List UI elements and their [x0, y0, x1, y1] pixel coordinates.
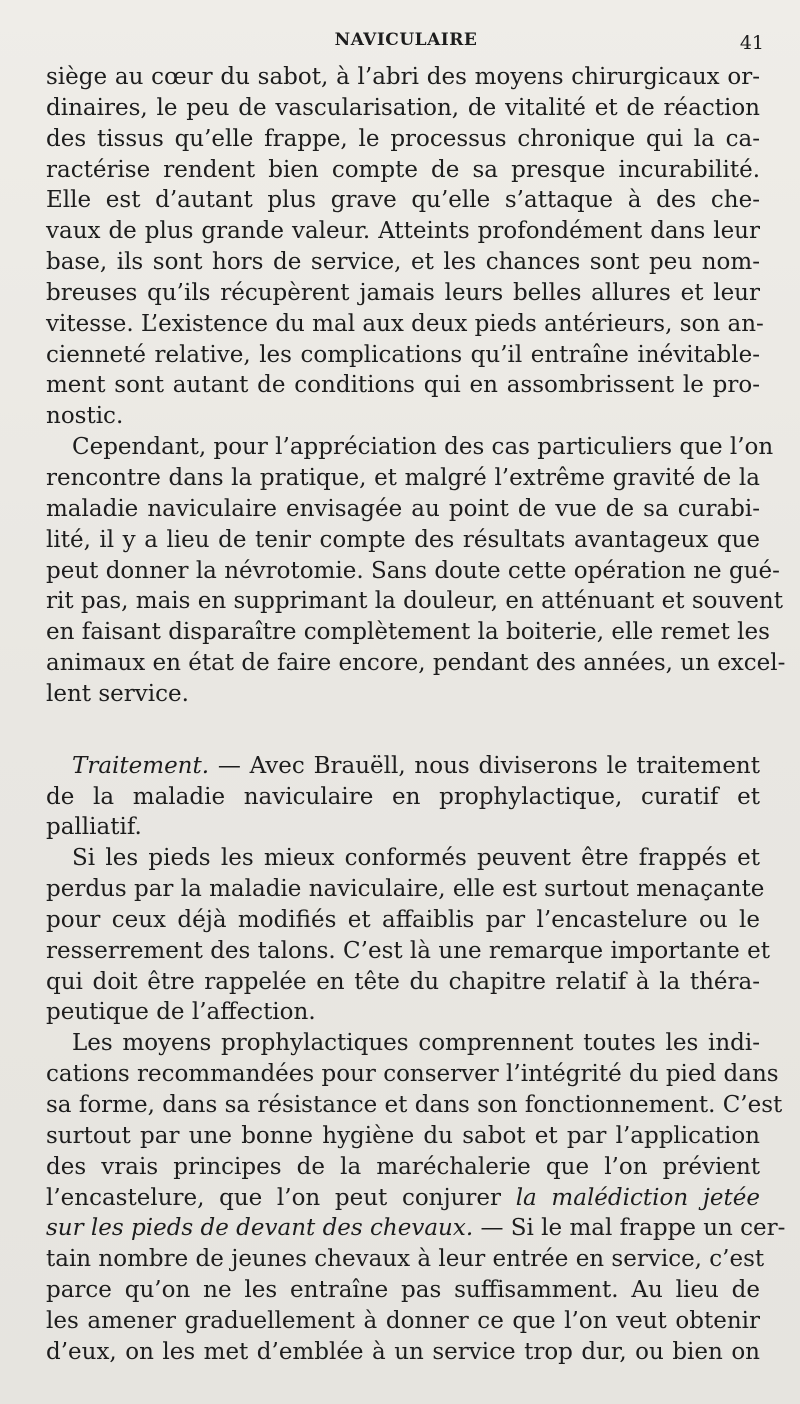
text-line: nostic. [46, 403, 124, 430]
text-line: Les moyens prophylactiques comprennent toutes les indi- [72, 1030, 760, 1057]
text-line: tain nombre de jeunes chevaux à leur entrée en service, c’est [46, 1246, 765, 1273]
text-line: qui doit être rappelée en tête du chapitre relatif à la théra- [46, 968, 760, 995]
text-line: dinaires, le peu de vascularisation, de vitalité et de réaction [46, 94, 760, 121]
text-line: peutique de l’affection. [46, 999, 316, 1026]
text-line: sa forme, dans sa résistance et dans son fonctionnement. C’est [46, 1092, 783, 1118]
text-line: pour ceux déjà modifiés et affaiblis par l’encastelure ou le [46, 906, 760, 933]
section-gap [46, 710, 760, 751]
text-line: surtout par une bonne hygiène du sabot et par l’application [46, 1122, 760, 1149]
text-line: vitesse. L’existence du mal aux deux pieds antérieurs, son an- [46, 310, 764, 337]
section-traitement [46, 751, 760, 844]
text-line: Elle est d’autant plus grave qu’elle s’attaque à des che- [46, 187, 760, 214]
text-line: des tissus qu’elle frappe, le processus chronique qui la ca- [46, 125, 760, 152]
text-line: breuses qu’ils récupèrent jamais leurs belles allures et leur [46, 279, 760, 306]
text-line [46, 1183, 760, 1214]
text-line: ractérise rendent bien compte de sa presque incurabilité. [46, 156, 760, 183]
paragraph [46, 1028, 786, 1367]
text-line: peut donner la névrotomie. Sans doute cette opération ne gué- [46, 557, 780, 584]
text-line: palliatif. [46, 814, 142, 841]
page-header [48, 30, 764, 60]
text-line: resserrement des talons. C’est là une remarque importante et [46, 937, 770, 964]
running-title: NAVICULAIRE [334, 30, 478, 50]
text-line: d’eux, on les met d’emblée à un service trop dur, ou bien on [46, 1338, 760, 1365]
text-line: cienneté relative, les complications qu’il entraîne inévitable- [46, 341, 760, 368]
text-line: rit pas, mais en supprimant la douleur, en atténuant et souvent [46, 588, 783, 615]
text-line: ment sont autant de conditions qui en assombrissent le pro- [46, 372, 760, 399]
paragraph [46, 843, 770, 1028]
text-fragment: — Si le mal frappe un cer- [473, 1215, 786, 1242]
text-line: des vrais principes de la maréchalerie que l’on prévient [46, 1153, 760, 1180]
section-heading: Traitement. [72, 752, 210, 779]
text-line: parce qu’on ne les entraîne pas suffisamment. Au lieu de [46, 1277, 760, 1304]
text-line: animaux en état de faire encore, pendant des années, un excel- [46, 650, 786, 677]
paragraph [46, 62, 764, 432]
paragraph [46, 432, 786, 710]
text-line: Cependant, pour l’appréciation des cas particuliers que l’on [72, 434, 774, 461]
text-line: Si les pieds les mieux conformés peuvent être frappés et [72, 845, 760, 872]
text-fragment: — Avec Brauëll, nous diviserons le traitement [209, 752, 760, 779]
text-line: de la maladie naviculaire en prophylactique, curatif et [46, 783, 760, 810]
text-line: en faisant disparaître complètement la boiterie, elle remet les [46, 619, 770, 646]
italic-quote: sur les pieds de devant des chevaux. [46, 1215, 474, 1242]
text-line [46, 1213, 786, 1244]
page-number: 41 [739, 32, 764, 54]
text-line: perdus par la maladie naviculaire, elle est surtout menaçante [46, 876, 765, 903]
text-line: lent service. [46, 680, 189, 707]
text-line: siège au cœur du sabot, à l’abri des moyens chirurgicaux or- [46, 64, 760, 90]
text-line: rencontre dans la pratique, et malgré l’extrême gravité de la [46, 464, 760, 491]
text-line: cations recommandées pour conserver l’intégrité du pied dans [46, 1061, 779, 1088]
text-line: maladie naviculaire envisagée au point de vue de sa curabi- [46, 495, 760, 522]
body-text [46, 62, 786, 1368]
text-line: base, ils sont hors de service, et les chances sont peu nom- [46, 249, 760, 276]
text-line: vaux de plus grande valeur. Atteints profondément dans leur [46, 218, 760, 245]
text-line [46, 751, 760, 782]
text-fragment: l’encastelure, que l’on peut conjurer [46, 1184, 516, 1211]
text-line: les amener graduellement à donner ce que l’on veut obtenir [46, 1307, 760, 1334]
italic-quote: la malédiction jetée [515, 1184, 760, 1211]
text-line: lité, il y a lieu de tenir compte des résultats avantageux que [46, 526, 760, 553]
